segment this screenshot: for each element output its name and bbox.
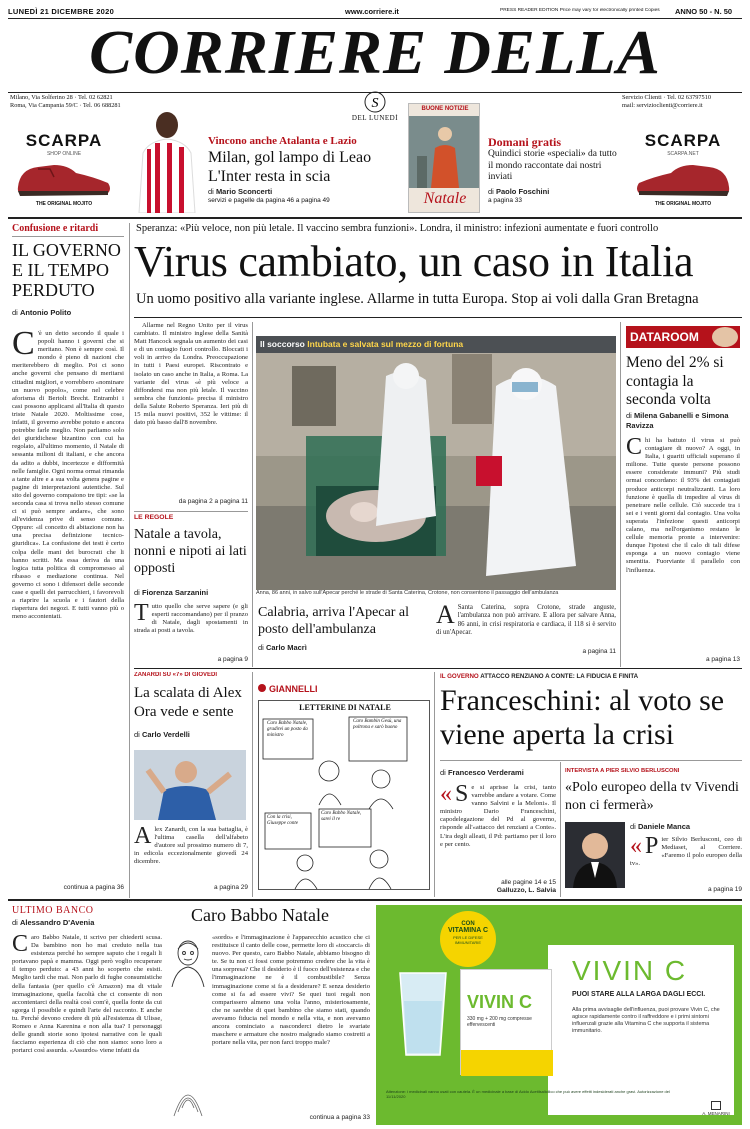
editorial-section: Confusione e ritardi [12,223,124,237]
ad-url: SCARPA.NET [667,151,699,157]
cartoon-bubble: Con la crisi, Giuseppe conte [267,815,298,826]
ad-maker: A. MENARINI [694,1101,738,1116]
cartoon-title: LETTERINE DI NATALE [299,703,391,712]
photo-caption: Anna, 86 anni, in salvo sull'Apecar perché le strade di Santa Caterina, Crotone, non consentono il passaggio dell'ambulanza [256,590,559,596]
sport-byline: di Mario Sconcerti [208,187,273,196]
website[interactable]: www.corriere.it [345,7,399,16]
ad-disclaimer: Attenzione: i medicinali vanno usati con cautela. È un medicinale a base di Acido Acetilsalicilico che può avere effetti indesiderati anche gravi. Autorizzazione del 11/11/2020 [386,1089,670,1099]
issue-number: ANNO 50 - N. 50 [675,7,733,16]
editorial-headline[interactable]: IL GOVERNO E IL TEMPO PERDUTO [12,240,121,300]
service-right: Servizio Clienti · Tel. 02 63797510 mail: servizioclienti@corriere.it [622,94,711,109]
editorial-cont[interactable]: continua a pagina 36 [63,884,124,891]
franceschini-body: « S e si aprisse la crisi, tanto varrebbe andare a votare. Come vanno Salvini e la Meloni». Il ministro Dario Franceschini, capodelegazione del Pd al governo, risponde all'«attacco dei renziani a Conte». L'ira degli alleati, il Pd: partiamo per il loro e per cento. [440,784,556,848]
apecar-headline[interactable]: Calabria, arriva l'Apecar al posto dell'ambulanza [258,605,409,637]
zanardi-kicker: ZANARDI SU «7» DI GIOVEDÌ [134,672,218,678]
menarini-logo-icon [711,1101,721,1110]
ultimo-banco-byline: di Alessandro D'Avenia [12,918,95,927]
franceschini-byline: di Francesco Verderami [440,768,524,777]
berlusconi-photo [565,822,625,888]
dataroom-ref[interactable]: a pagina 13 [706,656,740,663]
gift-byline: di Paolo Foschini [488,187,550,196]
magazine-title: BUONE NOTIZIE [421,106,469,112]
zanardi-photo [134,750,246,820]
ad-tagline: THE ORIGINAL MOJITO [654,201,712,207]
shoe-icon [633,155,733,199]
ad-scarpa-left[interactable] [10,131,118,211]
pack-sub: 330 mg + 200 mg compresse effervescenti [467,1016,532,1028]
giannelli-cartoon [258,700,430,890]
regole-body: Tutto quello che serve sapere (e gli esperti raccomandano) per il pranzo di Natale, dagli spostamenti in strada ai posti a tavola. [134,603,248,635]
lead-strap: Speranza: «Più veloce, non più letale. Il vaccino sembra funzioni». Londra, il ministro: infezioni aumentate e fuori controllo [136,223,659,234]
pack-brand: VIVIN C [467,992,533,1012]
ad-tagline: THE ORIGINAL MOJITO [35,201,93,207]
zanardi-ref[interactable]: a pagina 29 [214,884,248,891]
shoe-icon [14,155,114,199]
franceschini-refs[interactable]: alle pagine 14 e 15 [501,879,556,886]
franceschini-kicker: IL GOVERNO ATTACCO RENZIANO A CONTE: LA FIDUCIA È FINITA [440,673,639,680]
dataroom-byline: di Milena Gabanelli e Simona Ravizza [626,411,729,430]
franceschini-authors2: Galluzzo, L. Salvia [496,887,556,894]
red-dot-icon [258,684,266,692]
editorial-byline: di Antonio Polito [12,308,72,317]
dataroom-banner: DATAROOM [626,326,740,348]
ad-brand: SCARPA [644,131,722,150]
berlusconi-headline[interactable]: «Polo europeo della tv Vivendi non ci fermerà» [565,780,739,813]
berlusconi-ref[interactable]: a pagina 19 [708,886,742,893]
ad-pack [460,969,552,1075]
zanardi-body: Alex Zanardi, con la sua battaglia, è l'ultima casella dell'alfabeto d'autore sul prossimo numero di 7, in edicola eccezionalmente giovedì 24 dicembre. [134,826,248,866]
svg-text:S: S [371,96,379,111]
berlusconi-byline: di Daniele Manca [630,822,691,831]
davenia-portrait [168,935,208,987]
franceschini-headline[interactable]: Franceschini: al voto se viene aperta la crisi [440,684,725,751]
regole-byline: di Fiorenza Sarzanini [134,588,209,597]
berlusconi-kicker: INTERVISTA A PIER SILVIO BERLUSCONI [565,768,680,774]
cartoon-bubble: Caro Bambin Gesù, una poltrona e sarò buono [353,719,402,730]
leao-photo [125,103,205,213]
masthead: CORRIERE DELLA [89,20,661,86]
cartoon-bubble: Caro Babbo Natale, sarei il re [321,811,362,822]
ad-shop: SHOP ONLINE [46,151,82,157]
ultimo-banco-col1: Caro Babbo Natale, ti scrivo per chiederti scusa. Da bambino non ho mai creduto nella tua esistenza perché ho sempre saputo che i regali li portavano papà e mamma. Oggi però voglio recuperare il tempo perduto: a 43 anni ho scoperto che esisti. Meglio tardi che mai. Non parlo di fughe consumistiche della fantasia (per quello c'è Amazon) ma di vitale immaginazione, quella facoltà che ci consente di non accontentarci della realtà così com'è, quella fonte da cui sgorga il possibile e quindi l'arte del racconto. E anche tu. Perché devono credere di più all'esistenza di Ulisse, Romeo e Anna Karenina e non alla tua? I personaggi delle grandi storie sono ipotesi narrative con le quali facciamo esperienza di ciò che non siamo: sono loro a portarci così assurda. «Assurdo» viene infatti da [12,934,162,1055]
buone-notizie-cover[interactable] [408,103,480,213]
ad-vivin-c[interactable] [376,905,742,1125]
ad-claim: PUOI STARE ALLA LARGA DAGLI ECCI. [572,991,706,998]
glass-icon [396,971,450,1057]
ad-brand-title: VIVIN C [572,955,688,986]
dataroom-headline[interactable]: Meno del 2% si contagia la seconda volta [626,354,724,408]
seal-logo [363,90,387,114]
sport-kicker: Vincono anche Atalanta e Lazio [208,135,357,147]
sport-headline[interactable]: Milan, gol lampo di Leao L'Inter resta in scia [208,149,372,185]
lead-headline[interactable]: Virus cambiato, un caso in Italia [134,237,694,286]
ornament-icon [170,1070,206,1120]
dataroom-avatar [712,327,738,347]
lead-subhead: Un uomo positivo alla variante inglese. Allarme in tutta Europa. Stop ai voli dalla Gran Bretagna [136,291,699,307]
berlusconi-body: « P ier Silvio Berlusconi, ceo di Mediaset, al Corriere. «Faremo il polo europeo della tv». [630,836,742,868]
apecar-body: A Santa Caterina, sopra Crotone, strade anguste, l'ambulanza non può arrivare. E allora per salvare Anna, 86 anni, in crisi respiratoria e cardiaca, il 118 si è servito di un'Apecar. [436,604,616,637]
photo-bar: Il soccorso Intubata e salvata sul mezzo di fortuna [256,336,616,353]
ultimo-banco-headline[interactable]: Caro Babbo Natale [191,905,329,925]
rescue-photo [256,336,616,590]
lead-ref[interactable]: da pagina 2 a pagina 11 [178,498,248,505]
ad-brand: SCARPA [25,131,103,150]
lead-body: Allarme nel Regno Unito per il virus cambiato. Il ministro inglese della Sanità Matt Hancock segnala un aumento dei casi e di un contagio fuori controllo. Bloccati i voli in arrivo da Londra. Preoccupazione in tutti i Paesi europei. Riscontrato e isolato un caso anche in Italia, a Roma. La variante del virus «è più veloce a diffondersi ma non più letale. Il vaccino sembra che funzioni» precisa il ministro della Salute Roberto Speranza. Ieri più di 15 mila nuovi positivi, 352 le vittime: il dato più basso dall'8 novembre. [134,322,248,427]
ultimo-banco-section: ULTIMO BANCO [12,905,94,916]
ultimo-banco-col2: «sordo» e l'immaginazione è l'apparecchio acustico che ci restituisce il canto delle cose, permette loro di «toccarci» di nuovo. Per questo, caro Babbo Natale, abbiamo bisogno di te. Se tu non ci fossi come potremmo credere che la vita è una sorpresa? Che il desiderio è il fuoco dell'esistenza e che l'immaginazione ne è il combustibile? Senza immaginazione come si fa a desiderare? E senza desiderio come si fa ad essere vivi? Se quei tuoi regali non comparissero almeno una volta l'anno, misteriosamente, che ne sarebbe di quei bambino che siamo stati, quando avevamo fiducia nel mondo e nella vita, e non avevamo ancora cominciato a nasconderci dietro le svariate maschere e armature che nostro malgrado siamo costretti a portare nella vita, per non farci troppo male? [212,934,370,1047]
edition-note: PRESS READER EDITION Price may vary for electronically printed Copies [500,8,660,13]
gift-headline[interactable]: Quindici storie «speciali» da tutto il mondo raccontate dai nostri inviati [488,149,617,182]
cartoon-bubble: Caro Babbo Natale, gradirei un posto da ministro [267,721,308,738]
edition-center: DEL LUNEDÌ [351,114,399,122]
ultimo-banco-cont[interactable]: continua a pagina 33 [309,1114,370,1121]
ad-badge: CON VITAMINA C PER LE DIFESE IMMUNITARIE [440,911,496,967]
dataroom-body: Chi ha battuto il virus si può contagiare di nuovo? A oggi, in Italia, i guariti ufficiali superano il milione. Tutte queste persone possono essere considerate immuni? Più studi ormai concordano: il 93% dei contagiati produce anticorpi neutralizzanti. La loro funzione è quella di impedire al virus di penetrare nelle cellule. Ciò succede tra i sei e i venti giorni dal contagio. Una volta superata l'infezione questi anticorpi calano, ma nell'organismo restano le cellule memoria pronte a intervenire: dunque l'ipotesi che il calo di tali difese esponga a un nuovo contagio viene smentita. Fuorviante il parallelo con l'influenza. [626,437,740,574]
zanardi-headline[interactable]: La scalata di Alex Ora vede e sente [134,685,242,720]
gift-ref: a pagina 33 [488,197,522,204]
ad-scarpa-right[interactable] [628,131,738,211]
regole-ref[interactable]: a pagina 9 [217,656,248,663]
magazine-word: Natale [423,190,467,207]
date-line: LUNEDÌ 21 DICEMBRE 2020 [8,7,115,16]
sport-refs: servizi e pagelle da pagina 46 a pagina 49 [208,197,330,204]
zanardi-byline: di Carlo Verdelli [134,730,190,739]
apecar-ref[interactable]: a pagina 11 [582,648,616,655]
regole-headline[interactable]: Natale a tavola, nonni e nipoti ai lati opposti [134,527,247,576]
gift-kicker: Domani gratis [488,135,561,149]
ad-copy: Alla prima avvisaglie dell'influenza, puoi provare Vivin C, che agisce rapidamente contro il raffreddore e i primi sintomi influenzali grazie alla Vitamina C che supporta il sistema immunitario. [572,1007,720,1034]
regole-kicker: LE REGOLE [134,514,174,521]
address-left: Milano, Via Solferino 28 · Tel. 02 62821 Roma, Via Campania 59/C · Tel. 06 688281 [10,94,121,109]
giannelli-label: GIANNELLI [258,684,378,696]
editorial-body: C 'è un detto secondo il quale i popoli hanno i governi che si meritano. Non è sempre così. Il mondo è pieno di nazioni che meriterebbero di meglio. Poi ci sono anche governi che pensano di meritarsi cittadini migliori, e vorrebbero «nominare un nuovo popolo», come nel celebre aforisma di Bertolt Brecht. Entrambi i casi possono applicarsi all'Italia di questo triste Natale 2020. Moltissime cose, infatti, il governo avrebbe potuto e ancora potrebbe farle meglio. Non parliamo solo dei giuridichese bizantino con cui ha regolato, all'ultimo momento, il Natale di sessanta milioni di italiani, e che ancora da adito a dubbi, incertezze e difformità nelle famiglie. Ogni norma ormai rimanda a tante altre e a sua volta genera pagine e pagine di interpretazioni autentiche. Sul sito del governo compaiono tre tipi: «se la seconda casa si trova nello stesso comune ci si può sempre andare», che sono all'evidenza prive di senso comune. Oppure: «il concetto di abitazione non ha una precisa definizione tecnico-giuridica». La confusione dei testi è certo colpa delle mani dei burocrati che li hanno scritti. Ma essa deriva da una logica tutta politica di compromesso al ribasso e mediazione continua. Nel governo ci sono i difensori delle seconde case e quelli dei parrucchieri, i favorevoli a riaprire la scuola e i fautori della riapertura dei negozi. E tutti vanno più o meno accontentati. [12,330,124,621]
apecar-byline: di Carlo Macrì [258,643,307,652]
